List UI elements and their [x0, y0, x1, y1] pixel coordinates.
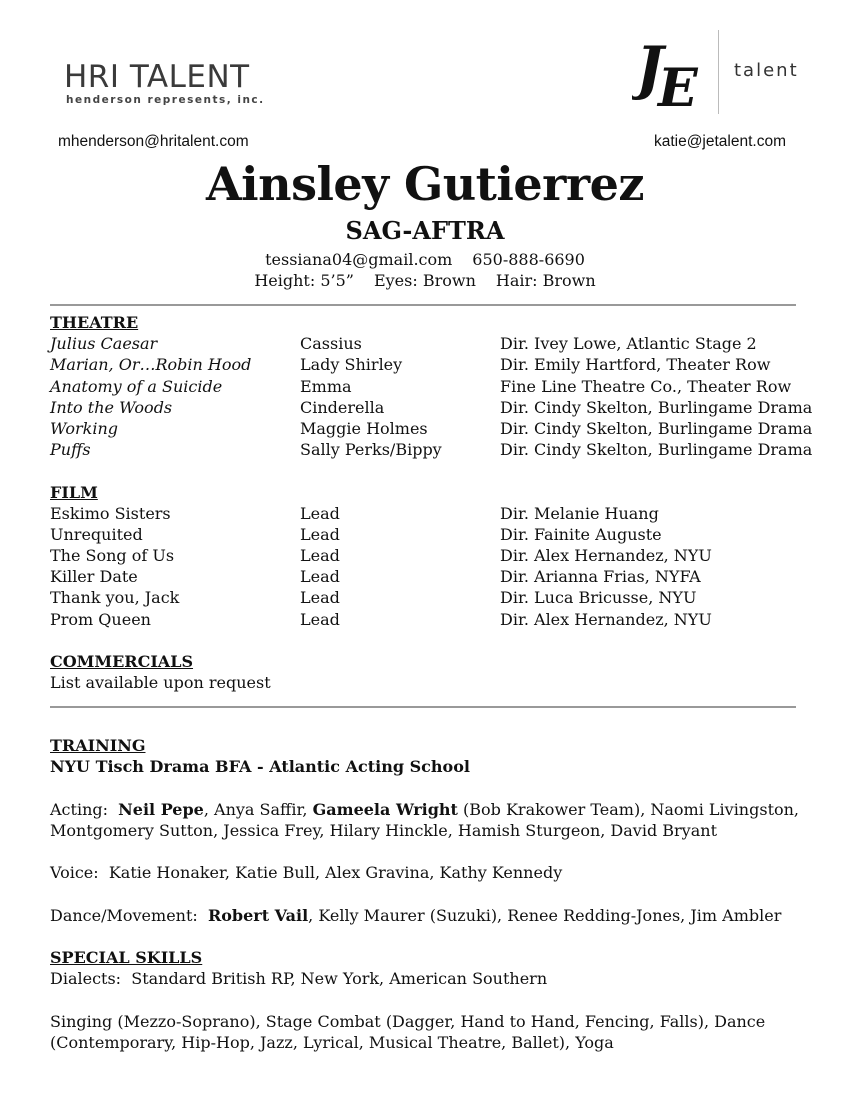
credit-role: Sally Perks/Bippy: [300, 440, 442, 460]
dance-teacher-bold: Robert Vail: [207, 905, 309, 925]
acting-teacher-bold: Neil Pepe: [118, 799, 204, 819]
hri-agent-email[interactable]: mhenderson@hritalent.com: [58, 133, 249, 150]
credit-title: Puffs: [50, 440, 91, 460]
credit-director: Dir. Cindy Skelton, Burlingame Drama: [500, 440, 813, 460]
actor-eyes: Eyes: Brown: [373, 271, 476, 290]
table-row: [50, 524, 810, 545]
voice-label: Voice:: [50, 863, 99, 883]
credit-title: Prom Queen: [50, 609, 151, 629]
credit-director: Dir. Arianna Frias, NYFA: [500, 567, 701, 587]
acting-label: Acting:: [50, 799, 108, 819]
actor-hair: Hair: Brown: [495, 271, 596, 290]
hri-talent-logo: HRI TALENT: [64, 59, 250, 95]
credit-role: Cinderella: [300, 397, 385, 417]
credit-title: Anatomy of a Suicide: [50, 376, 223, 396]
je-agent-email[interactable]: katie@jetalent.com: [653, 133, 786, 150]
table-row: [50, 566, 810, 587]
divider-rule: [50, 706, 796, 708]
credit-director: Dir. Alex Hernandez, NYU: [500, 546, 712, 566]
credit-title: Thank you, Jack: [50, 588, 180, 608]
je-logo-e: E: [658, 58, 698, 110]
acting-teachers-line2: Montgomery Sutton, Jessica Frey, Hilary Hinckle, Hamish Sturgeon, David Bryant: [50, 820, 717, 840]
commercials-heading-row: [50, 651, 810, 672]
credit-title: Julius Caesar: [50, 334, 158, 354]
credit-director: Dir. Emily Hartford, Theater Row: [500, 355, 771, 375]
table-row: [50, 354, 810, 375]
credit-role: Lady Shirley: [300, 355, 403, 375]
credit-title: Unrequited: [50, 524, 143, 544]
training-school: NYU Tisch Drama BFA - Atlantic Acting School: [50, 757, 470, 777]
skills-singing-line2: (Contemporary, Hip-Hop, Jazz, Lyrical, Musical Theatre, Ballet), Yoga: [50, 1032, 614, 1052]
actor-stats: [0, 271, 850, 292]
acting-teachers: , Anya Saffir,: [203, 799, 313, 819]
credit-title: Into the Woods: [50, 397, 173, 417]
credit-director: Dir. Ivey Lowe, Atlantic Stage 2: [500, 334, 757, 354]
table-row: [50, 545, 810, 566]
credit-role: Lead: [300, 546, 340, 566]
hri-talent-tagline: henderson represents, inc.: [66, 94, 265, 106]
dance-label: Dance/Movement:: [50, 905, 198, 925]
table-row: [50, 418, 813, 439]
credit-title: Working: [50, 418, 118, 438]
credit-role: Lead: [300, 524, 340, 544]
je-talent-wordmark: talent: [734, 60, 799, 81]
actor-contact: [0, 250, 850, 271]
training-acting: [50, 799, 810, 820]
theatre-heading-row: [50, 312, 810, 333]
skills-singing-line1: Singing (Mezzo-Soprano), Stage Combat (Dagger, Hand to Hand, Fencing, Falls), Dance: [50, 1011, 766, 1031]
credit-role: Lead: [300, 503, 340, 523]
credit-director: Dir. Alex Hernandez, NYU: [500, 609, 712, 629]
training-dance: [50, 905, 810, 926]
credit-director: Dir. Melanie Huang: [500, 503, 659, 523]
voice-teachers: Katie Honaker, Katie Bull, Alex Gravina, Kathy Kennedy: [108, 863, 563, 883]
training-section: [50, 735, 810, 1053]
credit-title: Killer Date: [50, 567, 138, 587]
credit-role: Lead: [300, 567, 340, 587]
table-row: [50, 503, 810, 524]
credit-director: Dir. Cindy Skelton, Burlingame Drama: [500, 418, 813, 438]
actor-email[interactable]: tessiana04@gmail.com: [265, 250, 453, 269]
skills-dialects: [50, 968, 810, 989]
theatre-heading: THEATRE: [50, 313, 139, 332]
commercials-text: List available upon request: [50, 673, 271, 693]
training-voice: [50, 862, 810, 883]
divider-rule: [50, 304, 796, 306]
credit-director: Dir. Cindy Skelton, Burlingame Drama: [500, 397, 813, 417]
table-row: [50, 333, 810, 354]
dance-teachers: , Kelly Maurer (Suzuki), Renee Redding-Jones, Jim Ambler: [308, 905, 782, 925]
credit-role: Cassius: [300, 334, 362, 354]
actor-phone[interactable]: 650-888-6690: [472, 250, 585, 269]
dialects-label: Dialects:: [50, 969, 122, 989]
table-row: [50, 609, 810, 630]
credit-title: Eskimo Sisters: [50, 503, 171, 523]
je-talent-logo-mark: [632, 30, 702, 110]
credit-director: Dir. Luca Bricusse, NYU: [500, 588, 697, 608]
credit-director: Dir. Fainite Auguste: [500, 524, 662, 544]
table-row: [50, 397, 813, 418]
credits-section: [50, 312, 813, 693]
actor-name: Ainsley Gutierrez: [205, 157, 645, 211]
dialects-text: Standard British RP, New York, American Southern: [131, 969, 548, 989]
logo-divider: [718, 30, 719, 114]
credit-role: Emma: [300, 376, 352, 396]
union-affiliation: SAG-AFTRA: [345, 216, 505, 245]
commercials-heading: COMMERCIALS: [50, 652, 194, 671]
acting-teacher-bold: Gameela Wright: [312, 799, 458, 819]
credit-director: Fine Line Theatre Co., Theater Row: [500, 376, 792, 396]
credit-title: Marian, Or…Robin Hood: [50, 355, 252, 375]
training-heading: TRAINING: [50, 736, 146, 755]
table-row: [50, 439, 813, 460]
film-heading: FILM: [50, 482, 98, 502]
table-row: [50, 376, 810, 397]
credit-role: Maggie Holmes: [300, 418, 428, 438]
credit-role: Lead: [300, 588, 340, 608]
table-row: [50, 587, 810, 608]
commercials-row: [50, 672, 810, 693]
film-heading-row: [50, 482, 810, 503]
credit-title: The Song of Us: [50, 546, 175, 566]
actor-height: Height: 5’5”: [254, 271, 354, 290]
acting-teachers: (Bob Krakower Team), Naomi Livingston,: [457, 799, 800, 819]
special-skills-heading: SPECIAL SKILLS: [50, 947, 203, 967]
credit-role: Lead: [300, 609, 340, 629]
je-logo-j: J: [636, 34, 664, 102]
